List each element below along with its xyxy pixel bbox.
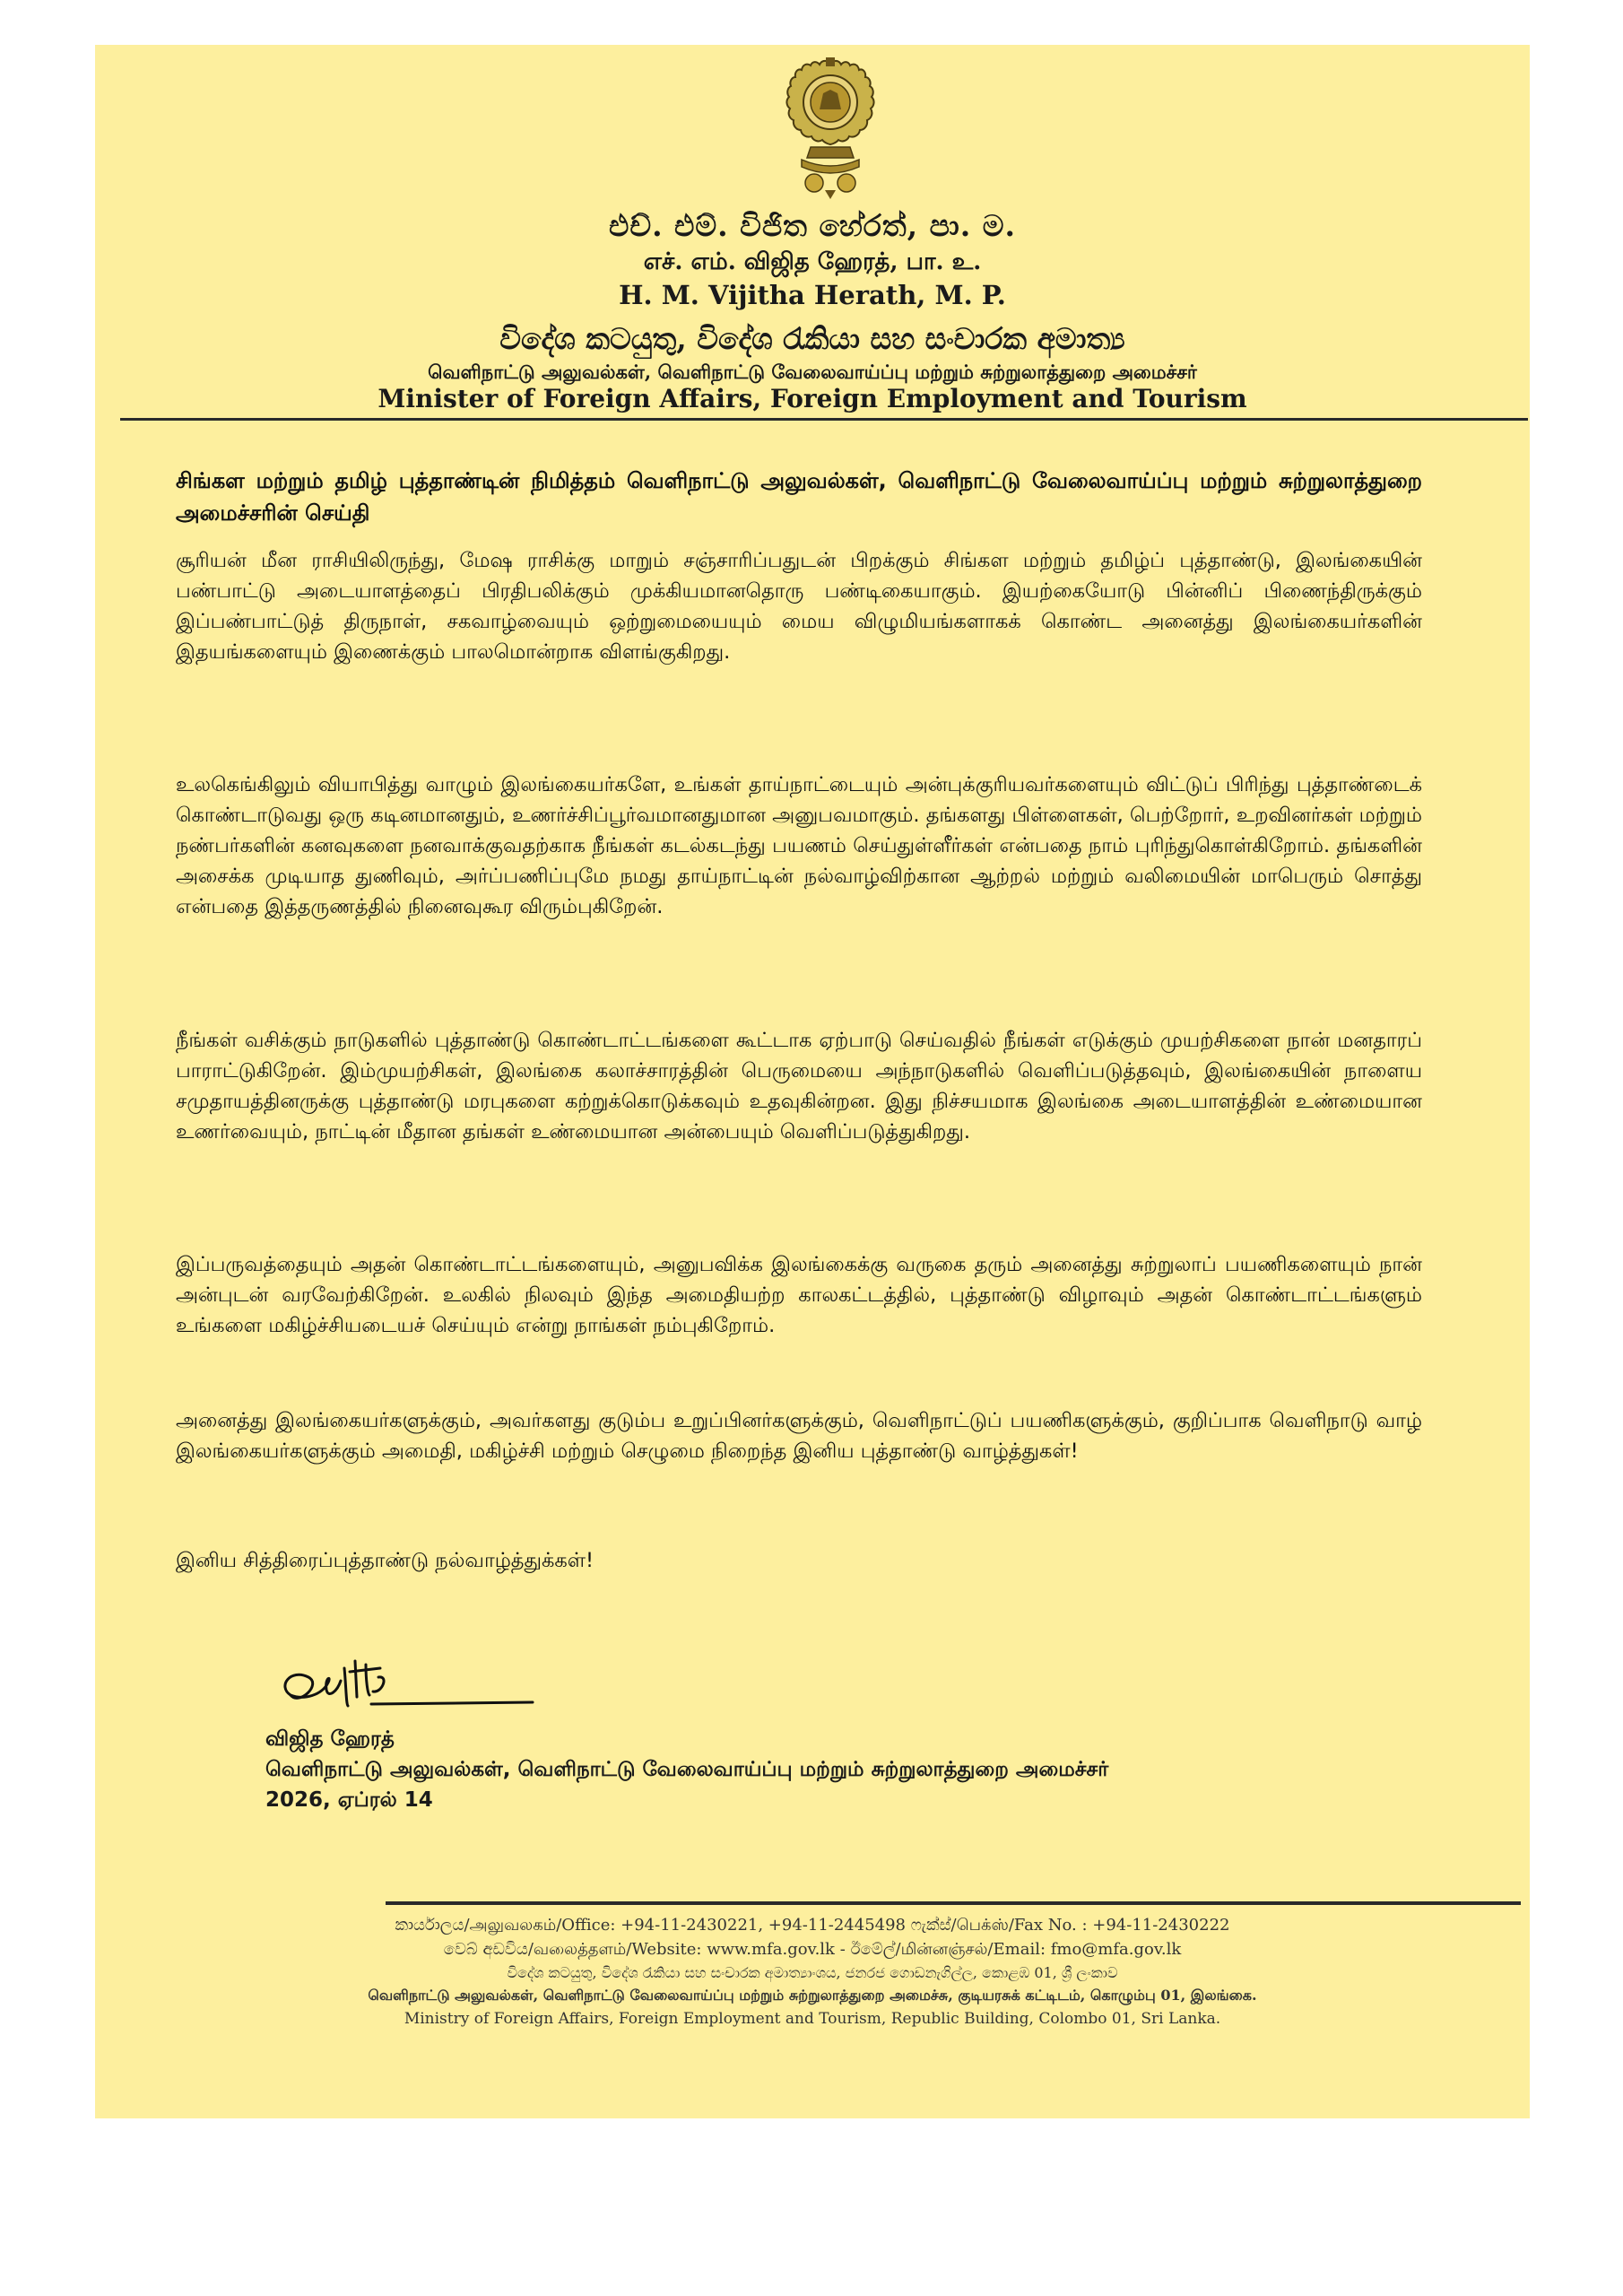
footer-contact-phone: කාර්යාලය/அலுவலகம்/Office: +94-11-2430221, +94-11-2445498 ෆැක්ස්/பெக்ஸ்/Fax No. : +94-11-2430222 xyxy=(395,1916,1230,1935)
minister-name-sinhala: එච්. එම්. විජිත හේරත්, පා. ම. xyxy=(609,208,1016,243)
ministry-title-sinhala: විදේශ කටයුතු, විදේශ රැකියා සහ සංචාරක අමාත්‍ය xyxy=(499,321,1125,356)
letter-paragraph: சூரியன் மீன ராசியிலிருந்து, மேஷ ராசிக்கு மாறும் சஞ்சாரிப்பதுடன் பிறக்கும் சிங்கள மற்றும் தமிழ்ப் புத்தாண்டு, இலங்கையின் பண்பாட்டு அடையாளத்தைப் பிரதிபலிக்கும் முக்கியமானதொரு பண்டிகையாகும். இயற்கையோடு பின்னிப் பிணைந்திருக்கும் இப்பண்பாட்டுத் திருநாள், சகவாழ்வையும் ஒற்றுமையையும் மைய விழுமியங்களாகக் கொண்ட அனைத்து இலங்கையர்களின் இதயங்களையும் இணைக்கும் பாலமொன்றாக விளங்குகிறது. xyxy=(176,549,1422,664)
footer-address-tamil: வெளிநாட்டு அலுவல்கள், வெளிநாட்டு வேலைவாய்ப்பு மற்றும் சுற்றுலாத்துறை அமைச்சு, குடியரசுக் கட்டிடம், கொழும்பு 01, இலங்கை. xyxy=(368,1987,1257,2004)
minister-name-tamil: எச். எம். விஜித ஹேரத், பா. உ. xyxy=(643,248,982,275)
letter-title: சிங்கள மற்றும் தமிழ் புத்தாண்டின் நிமித்தம் வெளிநாட்டு அலுவல்கள், வெளிநாட்டு வேலைவாய்ப்பு மற்றும் சுற்றுலாத்துறை அமைச்சரின் செய்தி xyxy=(176,468,1422,526)
footer-divider xyxy=(386,1901,1521,1905)
letter-greeting: இனிய சித்திரைப்புத்தாண்டு நல்வாழ்த்துக்கள்! xyxy=(176,1549,595,1572)
header-divider xyxy=(120,418,1528,421)
letter-paragraph: இப்பருவத்தையும் அதன் கொண்டாட்டங்களையும், அனுபவிக்க இலங்கைக்கு வருகை தரும் அனைத்து சுற்றுலாப் பயணிகளையும் நான் அன்புடன் வரவேற்கிறேன். உலகில் நிலவும் இந்த அமைதியற்ற காலகட்டத்தில், புத்தாண்டு விழாவும் அதன் கொண்டாட்டங்களும் உங்களை மகிழ்ச்சியடையச் செய்யும் என்று நாங்கள் நம்புகிறோம். xyxy=(176,1253,1422,1337)
letter-paragraph: உலகெங்கிலும் வியாபித்து வாழும் இலங்கையர்களே, உங்கள் தாய்நாட்டையும் அன்புக்குரியவர்களையும் விட்டுப் பிரிந்து புத்தாண்டைக் கொண்டாடுவது ஒரு கடினமானதும், உணர்ச்சிப்பூர்வமானதுமான அனுபவமாகும். தங்களது பிள்ளைகள், பெற்றோர், உறவினர்கள் மற்றும் நண்பர்களின் கனவுகளை நனவாக்குவதற்காக நீங்கள் கடல்கடந்து பயணம் செய்துள்ளீர்கள் என்பதை நாம் புரிந்துகொள்கிறோம். தங்களின் அசைக்க முடியாத துணிவும், அர்ப்பணிப்புமே நமது தாய்நாட்டின் நல்வாழ்விற்கான ஆற்றல் மற்றும் வலிமையின் மாபெரும் சொத்து என்பதை இத்தருணத்தில் நினைவுகூர விரும்புகிறேன். xyxy=(176,773,1422,918)
signer-title: வெளிநாட்டு அலுவல்கள், வெளிநாட்டு வேலைவாய்ப்பு மற்றும் சுற்றுலாத்துறை அமைச்சர் xyxy=(265,1758,1109,1781)
letter-paragraph: அனைத்து இலங்கையர்களுக்கும், அவர்களது குடும்ப உறுப்பினர்களுக்கும், வெளிநாட்டுப் பயணிகளுக்கும், குறிப்பாக வெளிநாடு வாழ் இலங்கையர்களுக்கும் அமைதி, மகிழ்ச்சி மற்றும் செழுமை நிறைந்த இனிய புத்தாண்டு வாழ்த்துகள்! xyxy=(176,1409,1422,1463)
footer-address-sinhala: විදේශ කටයුතු, විදේශ රැකියා සහ සංචාරක අමාත්‍යාංශය, ජනරජ ගොඩනැගිල්ල, කොළඹ 01, ශ්‍රී ලංකාව xyxy=(507,1964,1118,1981)
letter-paragraph: நீங்கள் வசிக்கும் நாடுகளில் புத்தாண்டு கொண்டாட்டங்களை கூட்டாக ஏற்பாடு செய்வதில் நீங்கள் எடுக்கும் முயற்சிகளை நான் மனதாரப் பாராட்டுகிறேன். இம்முயற்சிகள், இலங்கை கலாச்சாரத்தின் பெருமையை அந்நாடுகளில் வெளிப்படுத்தவும், இலங்கையின் நாளைய சமுதாயத்தினருக்கு புத்தாண்டு மரபுகளை கற்றுக்கொடுக்கவும் உதவுகின்றன. இது நிச்சயமாக இலங்கை அடையாளத்தின் உண்மையான உணர்வையும், நாட்டின் மீதான தங்கள் உண்மையான அன்பையும் வெளிப்படுத்துகிறது. xyxy=(176,1029,1422,1144)
letter-date: 2026, ஏப்ரல் 14 xyxy=(265,1788,433,1812)
footer-contact-web: වෙබ් අඩවිය/வலைத்தளம்/Website: www.mfa.gov.lk - ඊමේල්/மின்னஞ்சல்/Email: fmo@mfa.gov.lk xyxy=(443,1940,1182,1959)
ministry-title-english: Minister of Foreign Affairs, Foreign Employment and Tourism xyxy=(378,384,1247,413)
signer-block xyxy=(265,1724,1108,1815)
minister-name-english: H. M. Vijitha Herath, M. P. xyxy=(619,280,1006,310)
signature xyxy=(273,1641,542,1722)
signer-name: விஜித ஹேரத் xyxy=(265,1727,395,1751)
sri-lanka-emblem xyxy=(775,57,886,201)
ministry-title-tamil: வெளிநாட்டு அலுவல்கள், வெளிநாட்டு வேலைவாய்ப்பு மற்றும் சுற்றுலாத்துறை அமைச்சர் xyxy=(428,361,1197,383)
footer-address-english: Ministry of Foreign Affairs, Foreign Employment and Tourism, Republic Building, Colombo 01, Sri Lanka. xyxy=(404,2010,1221,2028)
